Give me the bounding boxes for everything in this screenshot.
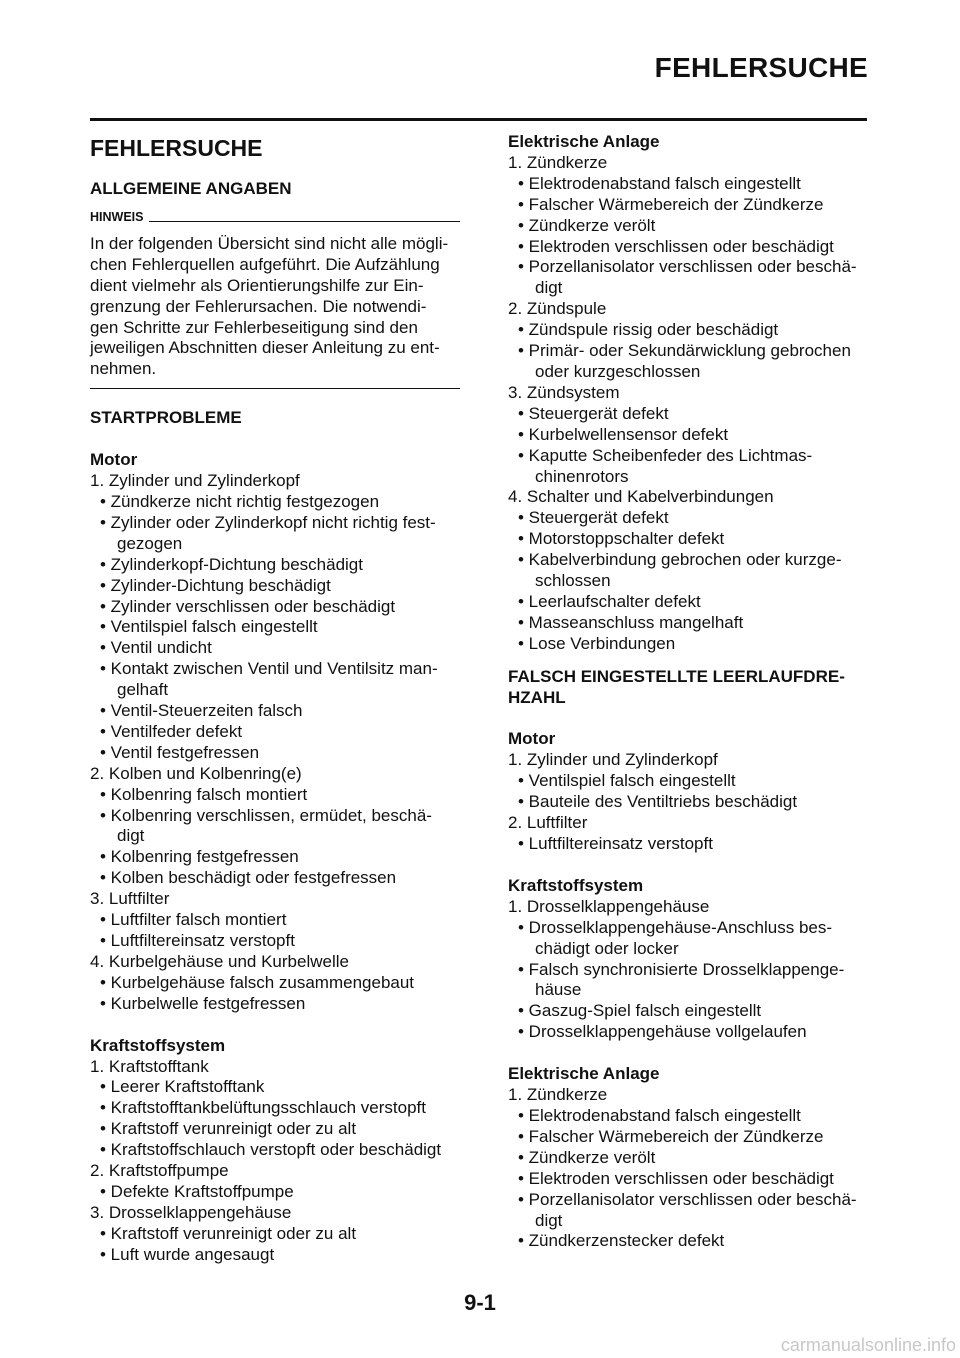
list-item-bullet: • Falsch synchronisierte Drosselklappenge- xyxy=(518,959,845,979)
list-item-numbered: 1. Drosselklappengehäuse xyxy=(508,896,710,916)
note-label: HINWEIS xyxy=(90,209,144,224)
list-item-bullet: • Kolbenring festgefressen xyxy=(100,847,299,867)
section-heading-leerlauf-line1: FALSCH EINGESTELLTE LEERLAUFDRE- xyxy=(508,666,845,686)
note-text xyxy=(90,234,460,380)
list-item-numbered: 1. Kraftstofftank xyxy=(90,1056,209,1076)
list-elektrische-anlage xyxy=(508,153,868,655)
left-column xyxy=(90,130,460,1266)
section-heading-leerlauf xyxy=(508,667,868,709)
section-heading-leerlauf-line2: HZAHL xyxy=(508,687,566,707)
list-item-bullet: • Elektroden verschlissen oder beschädigt xyxy=(518,1168,834,1188)
list-item-bullet: • Kolbenring verschlissen, ermüdet, beschä- xyxy=(100,805,432,825)
list-item-bullet: • Steuergerät defekt xyxy=(518,403,669,423)
note-line: gen Schritte zur Fehlerbeseitigung sind den xyxy=(90,317,418,337)
list-item-bullet: • Zylinder-Dichtung beschädigt xyxy=(100,575,331,595)
list-item-bullet: • Kraftstofftankbelüftungsschlauch verstopft xyxy=(100,1098,426,1118)
note-end-divider xyxy=(90,388,460,389)
subheading-motor-2: Motor xyxy=(508,729,556,749)
subheading-kraftstoffsystem: Kraftstoffsystem xyxy=(90,1035,226,1055)
list-item-bullet: • Kraftstoffschlauch verstopft oder beschädigt xyxy=(100,1140,442,1160)
section-heading-allgemein: ALLGEMEINE ANGABEN xyxy=(90,179,292,198)
list-item-numbered: 2. Kraftstoffpumpe xyxy=(90,1161,229,1181)
list-item-bullet: • Luftfiltereinsatz verstopft xyxy=(518,834,713,853)
list-item-numbered: 3. Zündsystem xyxy=(508,382,620,402)
list-item-bullet: • Leerlaufschalter defekt xyxy=(518,591,701,611)
list-motor-2 xyxy=(508,750,868,855)
list-item-bullet: • Bauteile des Ventiltriebs beschädigt xyxy=(518,792,798,812)
list-item-continuation: gelhaft xyxy=(117,680,169,700)
note-line: jeweiligen Abschnitten dieser Anleitung zu ent- xyxy=(90,338,440,358)
list-item-bullet: • Zündkerze verölt xyxy=(518,215,656,235)
watermark-text: carmanualsonline.info xyxy=(780,1335,956,1355)
list-item-bullet: • Falscher Wärmebereich der Zündkerze xyxy=(518,1126,824,1146)
note-line: chen Fehlerquellen aufgeführt. Die Aufzählung xyxy=(90,254,440,274)
list-item-numbered: 4. Kurbelgehäuse und Kurbelwelle xyxy=(90,951,349,971)
list-item-numbered: 3. Luftfilter xyxy=(90,889,170,909)
list-item-bullet: • Zündkerze verölt xyxy=(518,1147,656,1167)
list-item-numbered: 1. Zündkerze xyxy=(508,1085,608,1105)
list-item-bullet: • Lose Verbindungen xyxy=(518,633,676,653)
section-heading-start: STARTPROBLEME xyxy=(90,408,242,428)
list-item-numbered: 2. Luftfilter xyxy=(508,813,588,833)
list-item-continuation: häuse xyxy=(535,980,582,1000)
subheading-elektrische-anlage-2: Elektrische Anlage xyxy=(508,1064,660,1084)
list-item-bullet: • Ventilspiel falsch eingestellt xyxy=(100,617,318,637)
list-item-bullet: • Steuergerät defekt xyxy=(518,508,669,528)
list-item-continuation: schlossen xyxy=(535,571,611,591)
list-item-bullet: • Kraftstoff verunreinigt oder zu alt xyxy=(100,1223,357,1243)
list-kraftstoffsystem xyxy=(90,1057,460,1266)
list-elektrische-anlage-2 xyxy=(508,1085,868,1252)
list-item-bullet: • Ventilfeder defekt xyxy=(100,721,243,741)
list-item-numbered: 1. Zylinder und Zylinderkopf xyxy=(508,750,718,770)
list-item-numbered: 3. Drosselklappengehäuse xyxy=(90,1202,292,1222)
list-item-continuation: digt xyxy=(117,826,145,846)
list-item-bullet: • Primär- oder Sekundärwicklung gebrochen xyxy=(518,341,851,361)
list-item-numbered: 1. Zylinder und Zylinderkopf xyxy=(90,471,300,491)
list-item-bullet: • Zündkerzenstecker defekt xyxy=(518,1231,725,1251)
list-item-bullet: • Zylinderkopf-Dichtung beschädigt xyxy=(100,554,363,574)
list-item-bullet: • Kolben beschädigt oder festgefressen xyxy=(100,868,397,888)
page-title: FEHLERSUCHE xyxy=(90,135,263,161)
note-line: grenzung der Fehlerursachen. Die notwendi- xyxy=(90,296,427,316)
list-item-bullet: • Zündkerze nicht richtig festgezogen xyxy=(100,491,380,511)
list-item-bullet: • Falscher Wärmebereich der Zündkerze xyxy=(518,194,824,214)
list-item-bullet: • Luftfilter falsch montiert xyxy=(100,910,287,930)
list-item-bullet: • Zylinder verschlissen oder beschädigt xyxy=(100,596,396,616)
header-title: FEHLERSUCHE xyxy=(654,52,868,83)
list-item-bullet: • Ventil-Steuerzeiten falsch xyxy=(100,701,303,721)
header-rule xyxy=(90,118,867,121)
list-item-bullet: • Ventilspiel falsch eingestellt xyxy=(518,771,736,791)
list-item-numbered: 1. Zündkerze xyxy=(508,152,608,172)
note-line: dient vielmehr als Orientierungshilfe zur Ein- xyxy=(90,275,424,295)
list-item-numbered: 4. Schalter und Kabelverbindungen xyxy=(508,487,774,507)
subheading-kraftstoffsystem-2: Kraftstoffsystem xyxy=(508,875,644,895)
list-item-bullet: • Kaputte Scheibenfeder des Lichtmas- xyxy=(518,445,813,465)
list-item-continuation: chädigt oder locker xyxy=(535,938,679,958)
list-item-continuation: gezogen xyxy=(117,533,183,553)
list-item-bullet: • Drosselklappengehäuse vollgelaufen xyxy=(518,1022,807,1042)
note-line: nehmen. xyxy=(90,359,157,379)
list-item-bullet: • Luftfiltereinsatz verstopft xyxy=(100,931,295,950)
list-kraftstoffsystem-2 xyxy=(508,897,868,1043)
list-item-bullet: • Kurbelwelle festgefressen xyxy=(100,993,306,1013)
list-item-bullet: • Drosselklappengehäuse-Anschluss bes- xyxy=(518,917,833,937)
list-item-bullet: • Kabelverbindung gebrochen oder kurzge- xyxy=(518,550,842,570)
list-item-bullet: • Porzellanisolator verschlissen oder beschä- xyxy=(518,1189,857,1209)
page-number: 9-1 xyxy=(464,1290,496,1315)
subheading-elektrische-anlage: Elektrische Anlage xyxy=(508,132,660,151)
list-item-bullet: • Masseanschluss mangelhaft xyxy=(518,612,744,632)
list-item-continuation: oder kurzgeschlossen xyxy=(535,361,701,381)
list-item-bullet: • Gaszug-Spiel falsch eingestellt xyxy=(518,1001,762,1021)
list-item-continuation: chinenrotors xyxy=(535,466,629,486)
list-motor xyxy=(90,471,460,1015)
list-item-bullet: • Defekte Kraftstoffpumpe xyxy=(100,1181,294,1201)
note-divider xyxy=(149,221,460,222)
list-item-bullet: • Elektroden verschlissen oder beschädigt xyxy=(518,236,834,256)
list-item-bullet: • Kontakt zwischen Ventil und Ventilsitz man- xyxy=(100,659,438,679)
subheading-motor: Motor xyxy=(90,450,138,470)
list-item-bullet: • Ventil festgefressen xyxy=(100,742,260,762)
note-line: In der folgenden Übersicht sind nicht alle mögli- xyxy=(90,233,449,253)
note-header xyxy=(90,210,460,225)
list-item-bullet: • Elektrodenabstand falsch eingestellt xyxy=(518,173,801,193)
list-item-bullet: • Zylinder oder Zylinderkopf nicht richtig fest- xyxy=(100,512,436,532)
list-item-continuation: digt xyxy=(535,1210,563,1230)
list-item-bullet: • Porzellanisolator verschlissen oder beschä- xyxy=(518,257,857,277)
list-item-bullet: • Zündspule rissig oder beschädigt xyxy=(518,320,779,340)
list-item-bullet: • Kolbenring falsch montiert xyxy=(100,784,308,804)
list-item-bullet: • Leerer Kraftstofftank xyxy=(100,1077,265,1097)
list-item-bullet: • Kurbelgehäuse falsch zusammengebaut xyxy=(100,972,415,992)
right-column xyxy=(508,130,868,1252)
list-item-bullet: • Ventil undicht xyxy=(100,638,212,658)
list-item-bullet: • Motorstoppschalter defekt xyxy=(518,529,725,549)
list-item-continuation: digt xyxy=(535,278,563,298)
list-item-numbered: 2. Zündspule xyxy=(508,299,607,319)
list-item-bullet: • Luft wurde angesaugt xyxy=(100,1244,275,1264)
list-item-bullet: • Kurbelwellensensor defekt xyxy=(518,424,729,444)
list-item-numbered: 2. Kolben und Kolbenring(e) xyxy=(90,763,302,783)
list-item-bullet: • Elektrodenabstand falsch eingestellt xyxy=(518,1105,801,1125)
list-item-bullet: • Kraftstoff verunreinigt oder zu alt xyxy=(100,1119,357,1139)
